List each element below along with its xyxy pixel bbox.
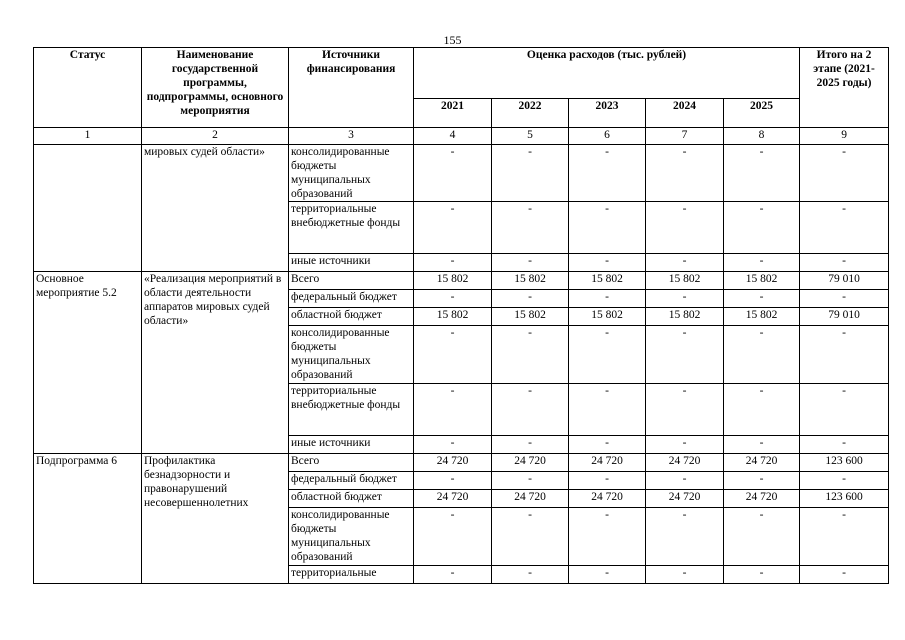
amount-cell: - — [414, 384, 492, 436]
status-cell: Подпрограмма 6 — [34, 454, 142, 584]
amount-cell: 24 720 — [492, 490, 569, 508]
amount-cell: - — [492, 290, 569, 308]
column-index: 4 — [414, 128, 492, 145]
amount-cell: - — [492, 254, 569, 272]
amount-cell: - — [569, 145, 646, 202]
table-row — [34, 272, 889, 290]
amount-cell: - — [724, 566, 800, 584]
amount-cell: 15 802 — [414, 308, 492, 326]
amount-cell: - — [414, 145, 492, 202]
column-index: 3 — [289, 128, 414, 145]
amount-cell: - — [724, 436, 800, 454]
header-year: 2023 — [569, 99, 646, 128]
amount-cell: - — [646, 566, 724, 584]
amount-cell: 24 720 — [569, 454, 646, 472]
program-name-cell: мировых судей области» — [142, 145, 289, 272]
amount-cell: - — [569, 436, 646, 454]
amount-cell: - — [569, 254, 646, 272]
funding-source-cell: консолидированные бюджеты муниципальных образований — [289, 326, 414, 384]
header-sources: Источники финансирования — [289, 48, 414, 128]
expenditure-table — [33, 47, 889, 584]
amount-cell: 24 720 — [492, 454, 569, 472]
amount-cell: - — [569, 326, 646, 384]
column-index: 7 — [646, 128, 724, 145]
amount-cell: - — [414, 254, 492, 272]
funding-source-cell: консолидированные бюджеты муниципальных образований — [289, 145, 414, 202]
amount-cell: - — [646, 472, 724, 490]
column-index: 9 — [800, 128, 889, 145]
header-name: Наименование государственной программы, подпрограммы, основного мероприятия — [142, 48, 289, 128]
total-cell: - — [800, 436, 889, 454]
header-status: Статус — [34, 48, 142, 128]
header-year: 2022 — [492, 99, 569, 128]
amount-cell: - — [492, 202, 569, 254]
amount-cell: - — [724, 202, 800, 254]
column-index: 1 — [34, 128, 142, 145]
funding-source-cell: территориальные внебюджетные фонды — [289, 384, 414, 436]
amount-cell: - — [492, 326, 569, 384]
amount-cell: - — [646, 436, 724, 454]
amount-cell: - — [724, 472, 800, 490]
amount-cell: 15 802 — [569, 308, 646, 326]
funding-source-cell: иные источники — [289, 254, 414, 272]
amount-cell: 15 802 — [492, 272, 569, 290]
total-cell: - — [800, 145, 889, 202]
amount-cell: - — [492, 384, 569, 436]
program-name-cell: Профилактика безнадзорности и правонарушений несовершеннолетних — [142, 454, 289, 584]
amount-cell: - — [569, 202, 646, 254]
amount-cell: - — [569, 472, 646, 490]
amount-cell: - — [414, 326, 492, 384]
total-cell: - — [800, 254, 889, 272]
status-cell — [34, 145, 142, 272]
amount-cell: - — [724, 508, 800, 566]
amount-cell: - — [724, 326, 800, 384]
amount-cell: - — [414, 202, 492, 254]
amount-cell: - — [414, 566, 492, 584]
amount-cell: 24 720 — [414, 454, 492, 472]
amount-cell: - — [646, 254, 724, 272]
amount-cell: 15 802 — [724, 308, 800, 326]
funding-source-cell: иные источники — [289, 436, 414, 454]
header-total: Итого на 2 этапе (2021-2025 годы) — [800, 48, 889, 128]
amount-cell: - — [414, 436, 492, 454]
amount-cell: 24 720 — [569, 490, 646, 508]
funding-source-cell: федеральный бюджет — [289, 290, 414, 308]
amount-cell: - — [414, 472, 492, 490]
amount-cell: 24 720 — [414, 490, 492, 508]
total-cell: 79 010 — [800, 308, 889, 326]
table-row — [34, 145, 889, 202]
funding-source-cell: консолидированные бюджеты муниципальных образований — [289, 508, 414, 566]
header-year: 2024 — [646, 99, 724, 128]
header-year: 2025 — [724, 99, 800, 128]
funding-source-cell: областной бюджет — [289, 308, 414, 326]
amount-cell: - — [724, 254, 800, 272]
amount-cell: 15 802 — [646, 272, 724, 290]
funding-source-cell: территориальные внебюджетные фонды — [289, 202, 414, 254]
column-index-row — [34, 128, 889, 145]
amount-cell: 15 802 — [724, 272, 800, 290]
amount-cell: - — [724, 384, 800, 436]
amount-cell: - — [646, 145, 724, 202]
table-body — [34, 145, 889, 584]
total-cell: 123 600 — [800, 490, 889, 508]
amount-cell: - — [414, 508, 492, 566]
amount-cell: - — [492, 566, 569, 584]
amount-cell: - — [492, 508, 569, 566]
amount-cell: - — [724, 290, 800, 308]
funding-source-cell: Всего — [289, 272, 414, 290]
amount-cell: - — [724, 145, 800, 202]
program-name-cell: «Реализация мероприятий в области деятельности аппаратов мировых судей области» — [142, 272, 289, 454]
header-estimate: Оценка расходов (тыс. рублей) — [414, 48, 800, 99]
amount-cell: - — [414, 290, 492, 308]
total-cell: - — [800, 326, 889, 384]
amount-cell: - — [569, 566, 646, 584]
amount-cell: - — [569, 508, 646, 566]
amount-cell: - — [646, 290, 724, 308]
total-cell: - — [800, 566, 889, 584]
amount-cell: - — [646, 384, 724, 436]
header-year: 2021 — [414, 99, 492, 128]
funding-source-cell: федеральный бюджет — [289, 472, 414, 490]
amount-cell: - — [646, 326, 724, 384]
total-cell: - — [800, 384, 889, 436]
amount-cell: - — [569, 384, 646, 436]
amount-cell: 15 802 — [569, 272, 646, 290]
column-index: 6 — [569, 128, 646, 145]
amount-cell: 24 720 — [646, 490, 724, 508]
total-cell: 79 010 — [800, 272, 889, 290]
amount-cell: - — [492, 145, 569, 202]
column-index: 2 — [142, 128, 289, 145]
total-cell: 123 600 — [800, 454, 889, 472]
column-index: 5 — [492, 128, 569, 145]
column-index: 8 — [724, 128, 800, 145]
amount-cell: 15 802 — [646, 308, 724, 326]
amount-cell: 15 802 — [492, 308, 569, 326]
amount-cell: - — [646, 202, 724, 254]
amount-cell: - — [569, 290, 646, 308]
amount-cell: 24 720 — [724, 454, 800, 472]
funding-source-cell: территориальные — [289, 566, 414, 584]
funding-source-cell: областной бюджет — [289, 490, 414, 508]
amount-cell: 24 720 — [646, 454, 724, 472]
total-cell: - — [800, 290, 889, 308]
amount-cell: 24 720 — [724, 490, 800, 508]
funding-source-cell: Всего — [289, 454, 414, 472]
total-cell: - — [800, 202, 889, 254]
table-row — [34, 454, 889, 472]
status-cell: Основное мероприятие 5.2 — [34, 272, 142, 454]
amount-cell: 15 802 — [414, 272, 492, 290]
total-cell: - — [800, 508, 889, 566]
page-number: 155 — [443, 33, 462, 47]
amount-cell: - — [492, 436, 569, 454]
amount-cell: - — [492, 472, 569, 490]
total-cell: - — [800, 472, 889, 490]
amount-cell: - — [646, 508, 724, 566]
